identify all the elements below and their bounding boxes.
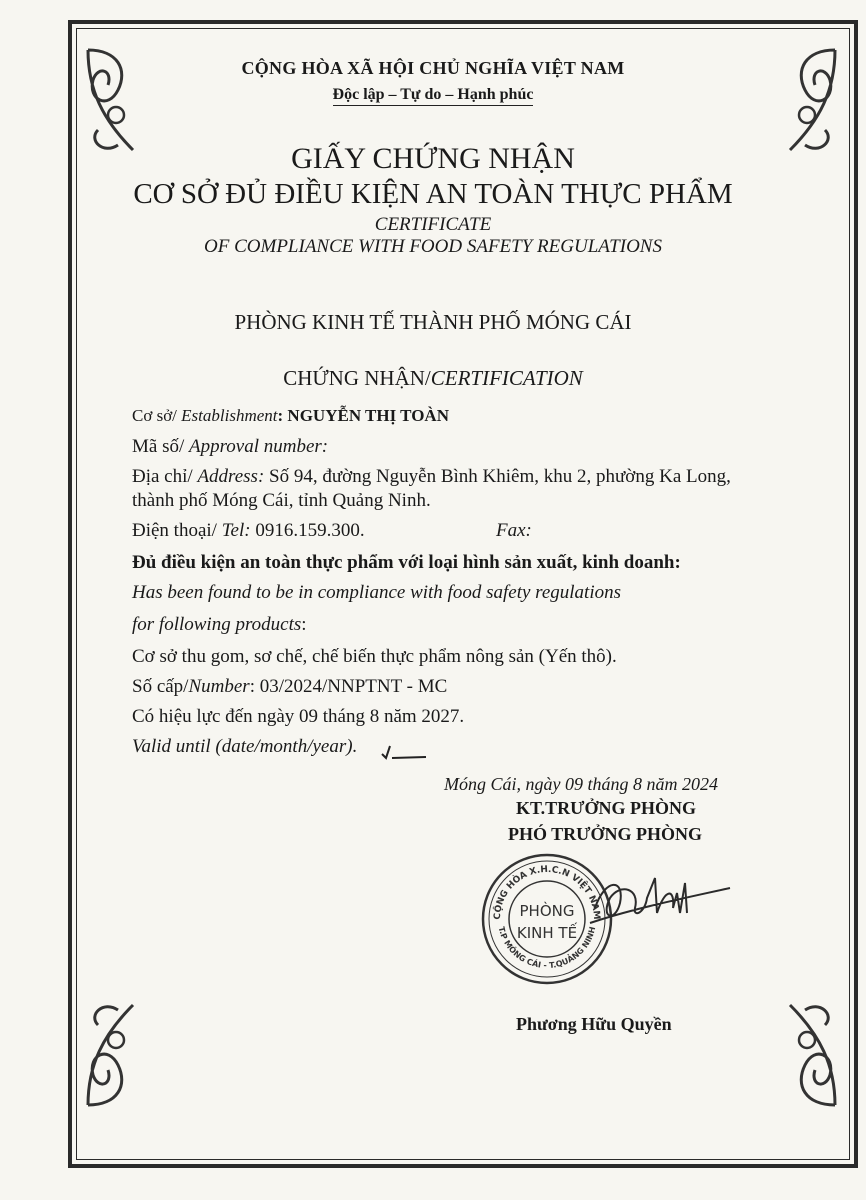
number-label-en: Number <box>188 676 250 697</box>
seal-ring-top: CỘNG HÒA X.H.C.N VIỆT NAM <box>492 864 602 920</box>
certificate-title-vi: GIẤY CHỨNG NHẬN <box>291 142 575 175</box>
seal-ring-bottom: T.P MÓNG CÁI - T.QUẢNG NINH <box>496 925 598 971</box>
address-label: Địa chỉ/ <box>132 466 198 487</box>
compliance-statement-en-1: Has been found to be in compliance with food safety regulations <box>132 582 622 603</box>
valid-until-vi: Có hiệu lực đến ngày 09 tháng 8 năm 2027. <box>132 706 465 727</box>
place-date: Móng Cái, ngày 09 tháng 8 năm 2024 <box>444 774 718 794</box>
establishment-row <box>132 406 449 426</box>
seal-center-1: PHÒNG <box>519 902 575 920</box>
address-line-1: Số 94, đường Nguyễn Bình Khiêm, khu 2, phường Ka Long, <box>264 466 731 487</box>
certification-vi: CHỨNG NHẬN/ <box>283 366 431 390</box>
certificate-subtitle-vi: CƠ SỞ ĐỦ ĐIỀU KIỆN AN TOÀN THỰC PHẨM <box>133 178 733 210</box>
certificate-subtitle-en: OF COMPLIANCE WITH FOOD SAFETY REGULATIONS <box>204 236 662 257</box>
corner-ornament-bottom-left <box>78 995 158 1115</box>
handwritten-signature <box>585 868 735 938</box>
certification-en: CERTIFICATION <box>430 366 583 390</box>
signer-name: Phương Hữu Quyền <box>516 1014 672 1034</box>
tel-label-en: Tel: <box>221 520 251 541</box>
establishment-label: Cơ sở/ <box>132 406 182 425</box>
products-description: Cơ sở thu gom, sơ chế, chế biến thực phẩm nông sản (Yến thô). <box>132 646 617 667</box>
motto-text: Độc lập – Tự do – Hạnh phúc <box>333 86 534 106</box>
establishment-value: : NGUYỄN THỊ TOÀN <box>277 406 449 425</box>
issuing-authority: PHÒNG KINH TẾ THÀNH PHỐ MÓNG CÁI <box>234 310 632 334</box>
certification-heading <box>0 366 866 391</box>
corner-ornament-bottom-right <box>765 995 845 1115</box>
compliance-statement-vi: Đủ điều kiện an toàn thực phẩm với loại hình sản xuất, kinh doanh: <box>132 552 681 573</box>
certificate-title-en: CERTIFICATE <box>374 214 492 235</box>
number-value: : 03/2024/NNPTNT - MC <box>249 676 448 697</box>
national-motto <box>0 86 866 104</box>
number-row <box>132 676 447 698</box>
tel-value: 0916.159.300. <box>250 520 365 541</box>
signer-role-1: KT.TRƯỞNG PHÒNG <box>516 798 696 818</box>
tel-row <box>132 520 365 542</box>
address-label-en: Address: <box>197 466 265 487</box>
approval-label-en: Approval number: <box>189 436 329 457</box>
tel-label: Điện thoại/ <box>132 520 222 541</box>
compliance-en-2-text: for following products <box>132 614 302 635</box>
national-title: CỘNG HÒA XÃ HỘI CHỦ NGHĨA VIỆT NAM <box>241 58 625 78</box>
handwritten-mark <box>380 742 430 762</box>
number-label: Số cấp/ <box>132 676 189 697</box>
address-line-2: thành phố Móng Cái, tỉnh Quảng Ninh. <box>132 490 431 511</box>
compliance-en-2-colon: : <box>301 614 307 635</box>
valid-until-en: Valid until (date/month/year). <box>132 736 358 757</box>
establishment-label-en: Establishment <box>181 406 278 425</box>
signer-role-2: PHÓ TRƯỞNG PHÒNG <box>508 824 703 844</box>
approval-row <box>132 436 328 458</box>
fax-label: Fax: <box>496 520 532 541</box>
address-row <box>132 466 731 488</box>
seal-center-2: KINH TẾ <box>516 924 578 942</box>
approval-label: Mã số/ <box>132 436 189 457</box>
compliance-statement-en-2 <box>132 614 307 636</box>
